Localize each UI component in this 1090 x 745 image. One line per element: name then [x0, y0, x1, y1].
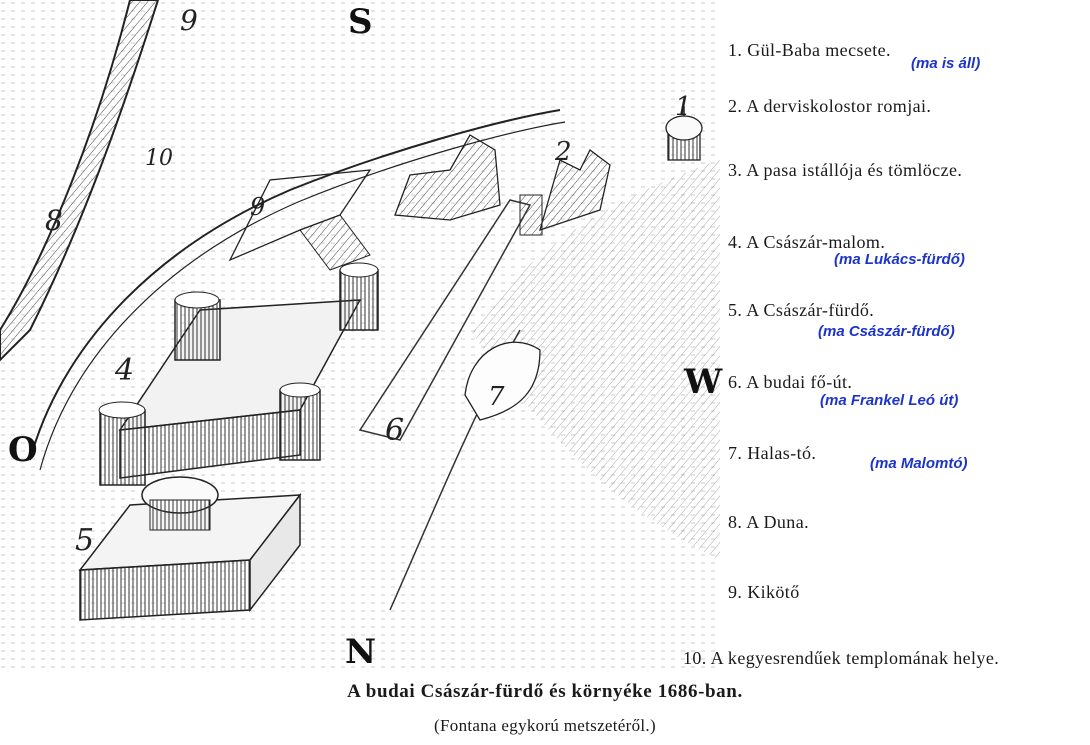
- legend-note-7: (ma Malomtó): [870, 455, 968, 472]
- compass-north-label: S: [348, 2, 373, 42]
- map-number-9: 9: [250, 193, 266, 221]
- legend-note-6: (ma Frankel Leó út): [820, 392, 959, 409]
- legend-item-6: 6. A budai fő-út.: [728, 372, 853, 392]
- map-number-9-top: 9: [180, 4, 198, 37]
- legend-note-5: (ma Császár-fürdő): [818, 323, 955, 340]
- legend-item-3: 3. A pasa istállója és tömlöcze.: [728, 160, 963, 180]
- map-legend: [683, 0, 1090, 668]
- legend-item-4: 4. A Császár-malom.: [728, 232, 886, 252]
- map-number-6: 6: [385, 413, 405, 448]
- legend-item-1: 1. Gül-Baba mecsete.: [728, 40, 891, 60]
- map-number-10: 10: [145, 146, 173, 171]
- legend-note-4: (ma Lukács-fürdő): [834, 251, 965, 268]
- legend-item-5: 5. A Császár-fürdő.: [728, 300, 875, 320]
- legend-item-2: 2. A derviskolostor romjai.: [728, 96, 932, 116]
- legend-item-7: 7. Halas-tó.: [728, 443, 817, 463]
- map-number-4: 4: [115, 353, 135, 388]
- compass-west-label: O: [8, 430, 38, 470]
- map-number-2: 2: [555, 137, 572, 167]
- legend-note-1: (ma is áll): [911, 55, 981, 72]
- legend-item-10: 10. A kegyesrendűek templomának helye.: [683, 648, 1000, 668]
- legend-item-9: 9. Kikötő: [728, 582, 800, 602]
- figure-title: A budai Császár-fürdő és környéke 1686-ban.: [347, 681, 743, 702]
- legend-item-8: 8. A Duna.: [728, 512, 810, 532]
- compass-east-label: W: [684, 362, 723, 402]
- map-number-8: 8: [45, 204, 63, 237]
- figure-subtitle: (Fontana egykorú metszetéről.): [434, 716, 656, 735]
- compass-south-label: N: [345, 632, 377, 672]
- map-number-7: 7: [488, 382, 505, 412]
- map-number-5: 5: [75, 523, 95, 558]
- map-number-1: 1: [675, 92, 692, 122]
